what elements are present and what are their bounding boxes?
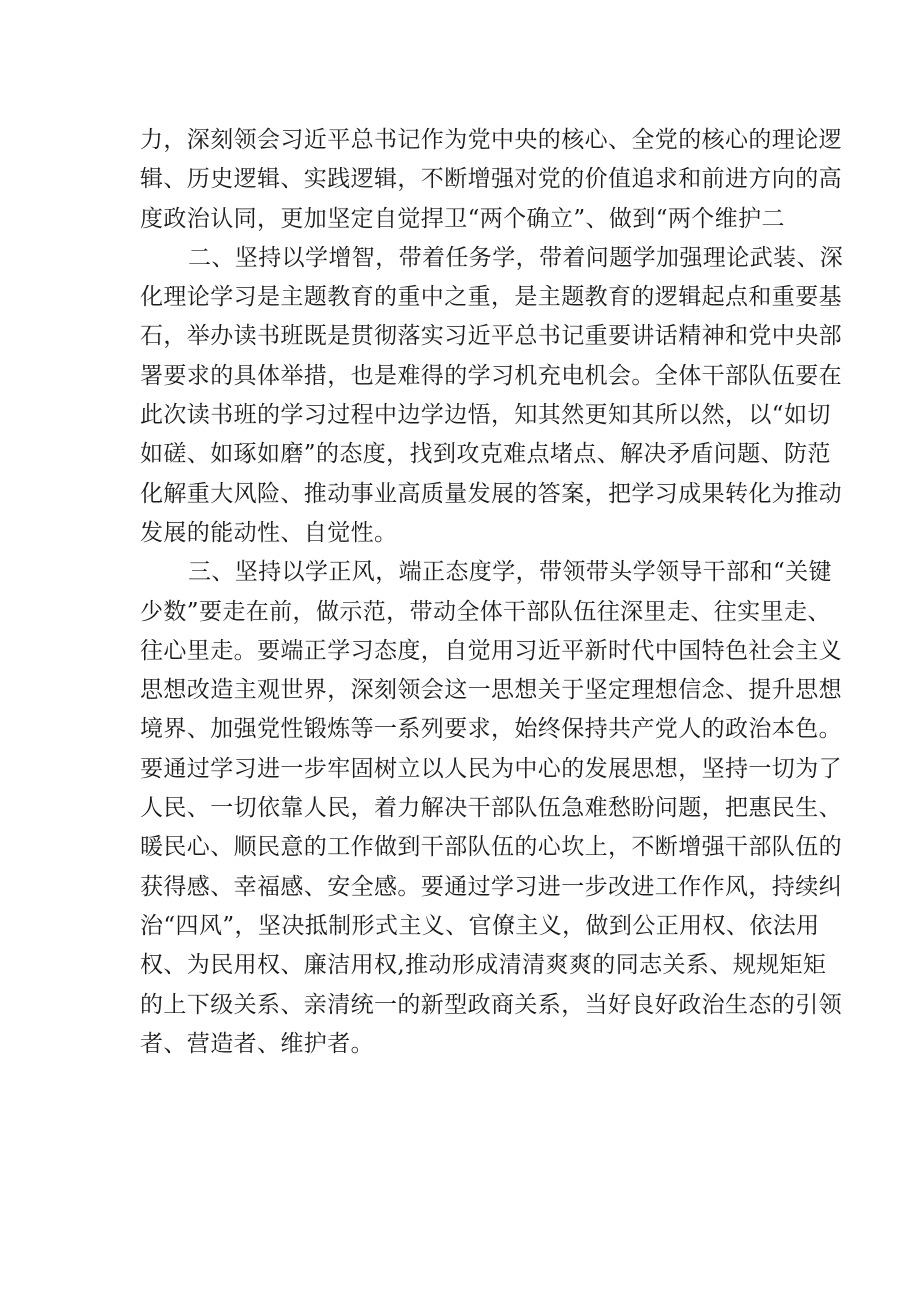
text-line: 二、坚持以学增智，带着任务学，带着问题学加强理论武装、深 xyxy=(188,244,844,271)
text-line: 力，深刻领会习近平总书记作为党中央的核心、全党的核心的理论逻 xyxy=(140,127,842,153)
text-line: 辑、历史逻辑、实践逻辑，不断增强对党的价值追求和前进方向的高 xyxy=(140,166,842,193)
text-line: 获得感、幸福感、安全感。要通过学习进一步改进工作作风，持续纠 xyxy=(140,873,842,900)
text-line: 化理论学习是主题教育的重中之重，是主题教育的逻辑起点和重要基 xyxy=(140,284,842,311)
text-line: 治“四风”，坚决抵制形式主义、官僚主义，做到公正用权、依法用 xyxy=(140,912,820,939)
text-line: 暖民心、顺民意的工作做到干部队伍的心坎上，不断增强干部队伍的 xyxy=(140,834,842,861)
document-body xyxy=(140,121,844,1064)
text-line: 署要求的具体举措，也是难得的学习机充电机会。全体干部队伍要在 xyxy=(140,362,842,389)
text-line: 思想改造主观世界，深刻领会这一思想关于坚定理想信念、提升思想 xyxy=(140,677,842,704)
paragraph-3 xyxy=(140,553,842,1064)
text-line: 少数”要走在前，做示范，带动全体干部队伍往深里走、往实里走、 xyxy=(140,598,831,625)
text-line: 度政治认同，更加坚定自觉捍卫“两个确立”、做到“两个维护二 xyxy=(140,205,785,232)
text-line: 此次读书班的学习过程中边学边悟，知其然更知其所以然，以“如切 xyxy=(140,402,831,429)
paragraph-1 xyxy=(140,121,842,239)
text-line: 人民、一切依靠人民，着力解决干部队伍急难愁盼问题，把惠民生、 xyxy=(140,795,842,822)
text-line: 往心里走。要端正学习态度，自觉用习近平新时代中国特色社会主义 xyxy=(140,637,842,664)
text-line: 要通过学习进一步牢固树立以人民为中心的发展思想，坚持一切为了 xyxy=(140,755,842,782)
text-line: 者、营造者、维护者。 xyxy=(140,1030,374,1057)
text-line: 三、坚持以学正风，端正态度学，带领带头学领导干部和“关键 xyxy=(188,559,832,586)
text-line: 如磋、如琢如磨”的态度，找到攻克难点堵点、解决矛盾问题、防范 xyxy=(140,441,831,468)
text-line: 权、为民用权、廉洁用权,推动形成清清爽爽的同志关系、规规矩矩 xyxy=(140,952,827,979)
text-line: 石，举办读书班既是贯彻落实习近平总书记重要讲话精神和党中央部 xyxy=(140,323,842,350)
text-line: 的上下级关系、亲清统一的新型政商关系，当好良好政治生态的引领 xyxy=(140,991,842,1018)
paragraph-2 xyxy=(140,239,844,553)
text-line: 化解重大风险、推动事业高质量发展的答案，把学习成果转化为推动 xyxy=(140,480,842,507)
text-line: 发展的能动性、自觉性。 xyxy=(140,519,398,546)
text-line: 境界、加强党性锻炼等一系列要求，始终保持共产党人的政治本色。 xyxy=(140,716,842,743)
